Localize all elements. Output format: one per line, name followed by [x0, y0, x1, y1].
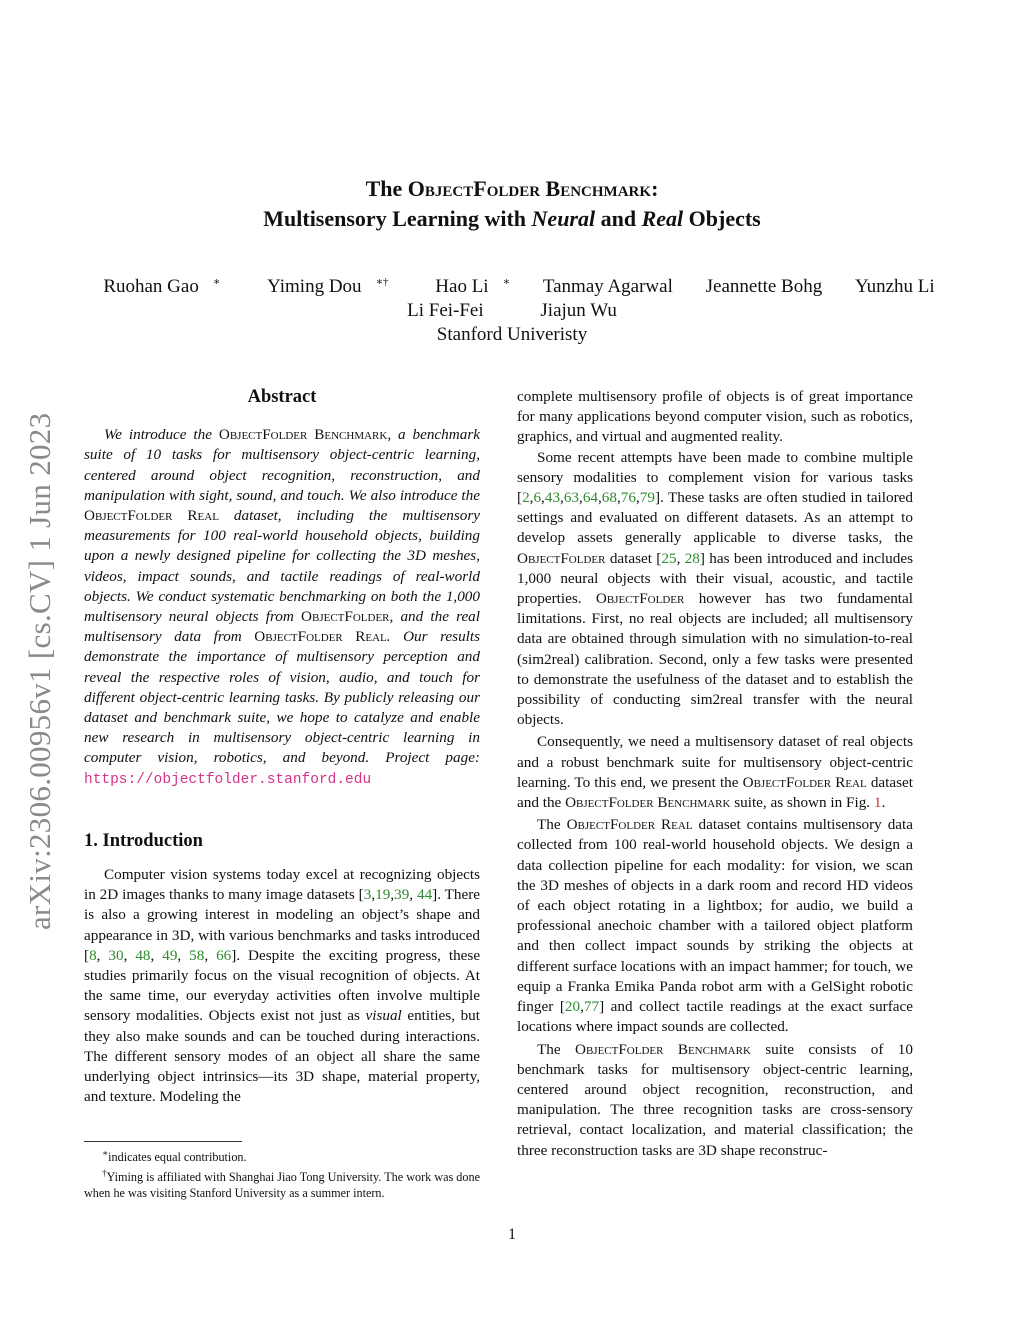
citation-link[interactable]: 20 [564, 998, 581, 1016]
paragraph: Some recent attempts have been made to combine multiple sensory modalities to complement vision for various tasks [2,6,43,63,64,68,76,79]. These tasks are often studied in tailored settings and evaluated on different datasets. As an attempt to develop assets generally applicable to diverse tasks, the ObjectFolder dataset [25, 28] has been introduced and includes 1,000 neural objects with their visual, acoustic, and tactile properties. ObjectFolder however has two fundamental limitations. First, no real objects are included; all multisensory data are obtained through simulation with no simulation-to-real (sim2real) calibration. Second, only a few tasks were presented to demonstrate the usefulness of the dataset and to establish the possibility of conducting sim2real transfer with the neural objects. [517, 448, 914, 729]
citation-link[interactable]: 68 [601, 489, 617, 507]
citation-link[interactable]: 49 [162, 946, 178, 964]
title-line-2: Multisensory Learning with Neural and Real Objects [263, 206, 761, 231]
citation-link[interactable]: 28 [684, 549, 700, 567]
paragraph: Consequently, we need a multisensory dataset of real objects and a robust benchmark suite for multisensory object-centric learning. To this end, we present the ObjectFolder Real dataset and the ObjectFolder Benchmark suite, as shown in Fig. 1. [517, 733, 913, 812]
left-column [84, 387, 480, 1108]
citation-link[interactable]: 39 [394, 886, 410, 904]
paragraph: The ObjectFolder Benchmark suite consists of 10 benchmark tasks for multisensory object-centric learning, centered around object recognition, reconstruction, and manipulation. The three recognition tasks are cross-sensory retrieval, contact localization, and material classification; the three reconstruction tasks are 3D shape reconstruc- [517, 1040, 913, 1159]
author-row-2 [0, 299, 1024, 323]
citation-link[interactable]: 19 [375, 886, 391, 904]
footnote-rule [84, 1141, 242, 1142]
citation-link[interactable]: 63 [563, 489, 580, 507]
citation-link[interactable]: 6 [533, 489, 542, 507]
title-line-1: The ObjectFolder Benchmark: [365, 176, 659, 201]
citation-link[interactable]: 25 [661, 549, 677, 567]
footnote: †Yiming is affiliated with Shanghai Jiao Tong University. The work was done when he was visiting Stanford University as a summer intern. [84, 1168, 480, 1200]
paragraph: complete multisensory profile of objects is of great importance for many applications beyond computer vision, such as robotics, graphics, and virtual and augmented reality. [517, 388, 913, 446]
author: Tanmay Agarwal [542, 276, 673, 297]
citation-link[interactable]: 66 [216, 946, 232, 964]
citation-link[interactable]: 79 [639, 489, 655, 507]
abstract-heading: Abstract [247, 387, 317, 407]
author: Yunzhu Li [854, 276, 935, 297]
affiliation: Stanford Univeristy [436, 324, 588, 345]
citation-link[interactable]: 58 [189, 946, 205, 964]
citation-link[interactable]: 8 [89, 946, 97, 964]
intro-paragraph: Computer vision systems today excel at recognizing objects in 2D images thanks to many image datasets [3,19,39, 44]. There is also a growing interest in modeling an object’s shape and appearance in 3D, with various benchmarks and tasks introduced [8, 30, 48, 49, 58, 66]. Despite the exciting progress, these studies primarily focus on the visual recognition of objects. At the same time, our everyday activities often involve multiple sensory modalities. Objects exist not just as visual entities, but they also make sounds and can be touched during interactions. The different sensory modes of an object all share the same underlying object intrinsics—its 3D shape, material property, and texture. Modeling the [84, 866, 481, 1106]
citation-link[interactable]: 3 [363, 886, 372, 904]
footnotes [84, 1141, 480, 1201]
author-row-1 [0, 270, 1024, 299]
figure-link[interactable]: 1 [873, 794, 882, 812]
citation-link[interactable]: 64 [582, 489, 598, 507]
author: Jeannette Bohg [705, 276, 823, 297]
paper-title [0, 174, 1024, 234]
right-column [517, 387, 913, 1161]
citation-link[interactable]: 30 [108, 946, 124, 964]
arxiv-identifier: arXiv:2306.00956v1 [cs.CV] 1 Jun 2023 [22, 412, 57, 930]
abstract-text: We introduce the ObjectFolder Benchmark, a benchmark suite of 10 tasks for multisensory object-centric learning, centered around object recognition, reconstruction, and manipulation with sight, sound, and touch. We also introduce the ObjectFolder Real dataset, including the multisensory measurements for 100 real-world household objects, building upon a newly designed pipeline for collecting the 3D meshes, videos, impact sounds, and tactile readings of real-world objects. We conduct systematic benchmarking on both the 1,000 multisensory neural objects from ObjectFolder, and the real multisensory data from ObjectFolder Real. Our results demonstrate the importance of multisensory perception and reveal the respective roles of vision, audio, and touch for different object-centric learning tasks. By publicly releasing our dataset and benchmark suite, we hope to catalyze and enable new research in multisensory object-centric learning in computer vision, robotics, and beyond. Project page: https://objectfolder.stanford.edu [84, 426, 481, 788]
citation-link[interactable]: 44 [416, 886, 433, 904]
footnote: ∗indicates equal contribution. [102, 1148, 247, 1164]
author: Li Fei-Fei [407, 300, 484, 321]
author: Jiajun Wu [540, 300, 617, 321]
author: Hao Li ∗ [435, 276, 511, 297]
project-page-link[interactable]: https://objectfolder.stanford.edu [84, 771, 372, 788]
citation-link[interactable]: 77 [583, 998, 600, 1016]
citation-link[interactable]: 2 [522, 489, 530, 507]
citation-link[interactable]: 43 [544, 489, 561, 507]
citation-link[interactable]: 48 [135, 946, 151, 964]
author: Ruohan Gao ∗ [103, 276, 221, 297]
section-heading-introduction: 1. Introduction [84, 830, 203, 851]
author-block [0, 270, 1024, 347]
paragraph: The ObjectFolder Real dataset contains multisensory data collected from 100 real-world household objects. We design a data collection pipeline for each modality: for vision, we scan the 3D meshes of objects in a dark room and record HD videos of each object rotating in a lightbox; for audio, we build a professional anechoic chamber with a tailored object platform and then collect impact sounds by striking the objects at different surface locations with an impact hammer; for touch, we equip a Franka Emika Panda robot arm with a GelSight robotic finger [20,77] and collect tactile readings at the exact surface locations where impact sounds are collected. [517, 816, 913, 1036]
citation-link[interactable]: 76 [620, 489, 636, 507]
author: Yiming Dou ∗† [267, 276, 389, 297]
page-number: 1 [508, 1226, 516, 1243]
